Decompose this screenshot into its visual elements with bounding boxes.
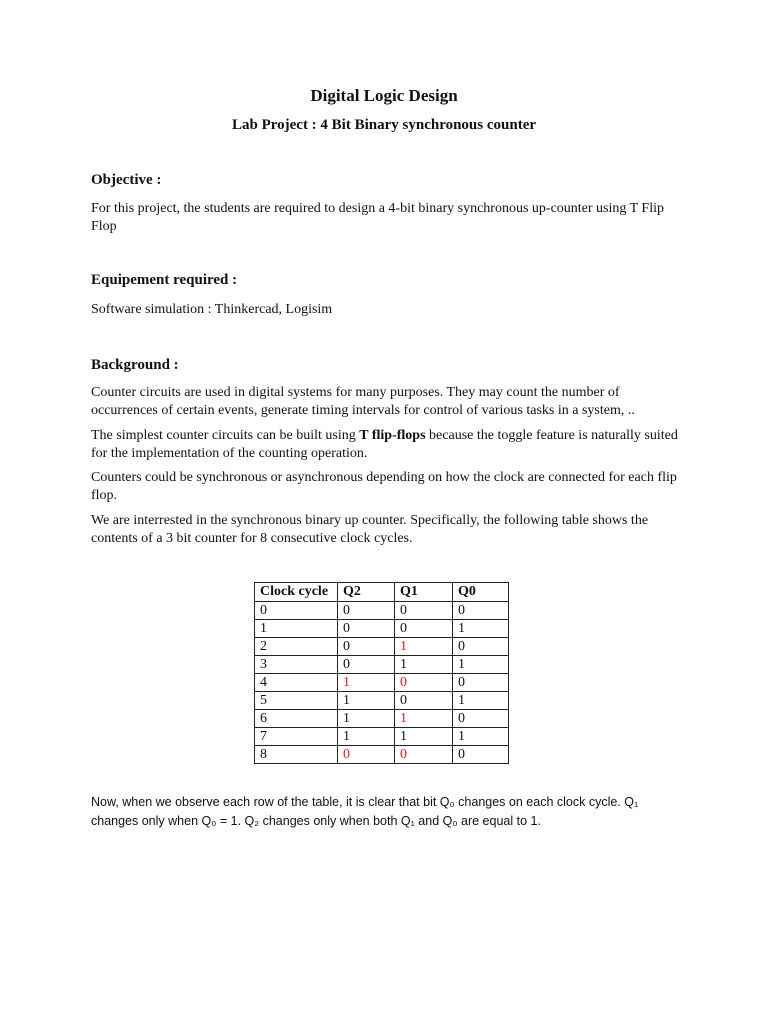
table-cell: 4 (255, 674, 338, 692)
equipment-heading: Equipement required : (91, 272, 238, 288)
table-cell: 1 (255, 620, 338, 638)
table-cell: 1 (453, 656, 509, 674)
table-cell: 1 (395, 728, 453, 746)
background-paragraph-4: We are interrested in the synchronous binary up counter. Specifically, the following table shows the contents of a 3 bit counter for 8 consecutive clock cycles. (91, 513, 649, 546)
table-row (255, 710, 509, 728)
table-row (255, 620, 509, 638)
table-row (255, 674, 509, 692)
table-row (255, 692, 509, 710)
table-cell: 0 (395, 602, 453, 620)
p2-text-after: because the toggle feature is naturally suited for the implementation of the counting operation. (91, 428, 678, 461)
table-header-row (255, 583, 509, 602)
table-cell: 0 (338, 746, 395, 764)
document-title: Digital Logic Design (310, 86, 458, 105)
table-cell: 0 (453, 638, 509, 656)
table-cell: 1 (338, 710, 395, 728)
p2-text-before: The simplest counter circuits can be built using (91, 428, 360, 443)
table-cell: 0 (453, 746, 509, 764)
background-paragraph-3: Counters could be synchronous or asynchronous depending on how the clock are connected for each flip flop. (91, 470, 677, 503)
table-cell: 0 (395, 746, 453, 764)
table-cell: 0 (338, 656, 395, 674)
objective-text: For this project, the students are required to design a 4-bit binary synchronous up-counter using T Flip Flop (91, 201, 664, 234)
header-q1: Q1 (395, 583, 453, 602)
table-cell: 2 (255, 638, 338, 656)
table-cell: 0 (395, 692, 453, 710)
table-cell: 0 (453, 674, 509, 692)
table-row (255, 638, 509, 656)
table-cell: 8 (255, 746, 338, 764)
table-row (255, 602, 509, 620)
background-heading: Background : (91, 357, 179, 373)
background-paragraph-1: Counter circuits are used in digital systems for many purposes. They may count the number of occurrences of certain events, generate timing intervals for control of various tasks in a system, .. (91, 385, 635, 418)
table-cell: 1 (338, 728, 395, 746)
background-paragraph-2 (91, 427, 681, 463)
table-cell: 1 (453, 620, 509, 638)
header-clock-cycle: Clock cycle (255, 583, 338, 602)
header-q2: Q2 (338, 583, 395, 602)
table-cell: 1 (453, 692, 509, 710)
equipment-text: Software simulation : Thinkercad, Logisim (91, 302, 333, 317)
table-cell: 0 (453, 602, 509, 620)
table-cell: 0 (453, 710, 509, 728)
table-cell: 0 (395, 620, 453, 638)
table-cell: 6 (255, 710, 338, 728)
table-cell: 1 (338, 674, 395, 692)
table-cell: 3 (255, 656, 338, 674)
table-cell: 5 (255, 692, 338, 710)
conclusion-line-2: changes only when Q₀ = 1. Q₂ changes only when both Q₁ and Q₀ are equal to 1. (91, 814, 541, 828)
table-cell: 1 (338, 692, 395, 710)
table-cell: 1 (395, 710, 453, 728)
objective-heading: Objective : (91, 172, 162, 188)
table-row (255, 746, 509, 764)
document-subtitle: Lab Project : 4 Bit Binary synchronous counter (231, 117, 537, 133)
table-cell: 0 (338, 620, 395, 638)
table-cell: 1 (395, 638, 453, 656)
table-cell: 0 (338, 638, 395, 656)
table-row (255, 656, 509, 674)
table-cell: 1 (395, 656, 453, 674)
table-cell: 0 (395, 674, 453, 692)
table-cell: 7 (255, 728, 338, 746)
table-cell: 1 (453, 728, 509, 746)
table-cell: 0 (255, 602, 338, 620)
counter-truth-table (254, 582, 509, 764)
table-row (255, 728, 509, 746)
conclusion-line-1: Now, when we observe each row of the table, it is clear that bit Q₀ changes on each clock cycle. Q₁ (91, 795, 639, 809)
header-q0: Q0 (453, 583, 509, 602)
p2-bold-term: T flip-flops (359, 428, 426, 443)
table-cell: 0 (338, 602, 395, 620)
